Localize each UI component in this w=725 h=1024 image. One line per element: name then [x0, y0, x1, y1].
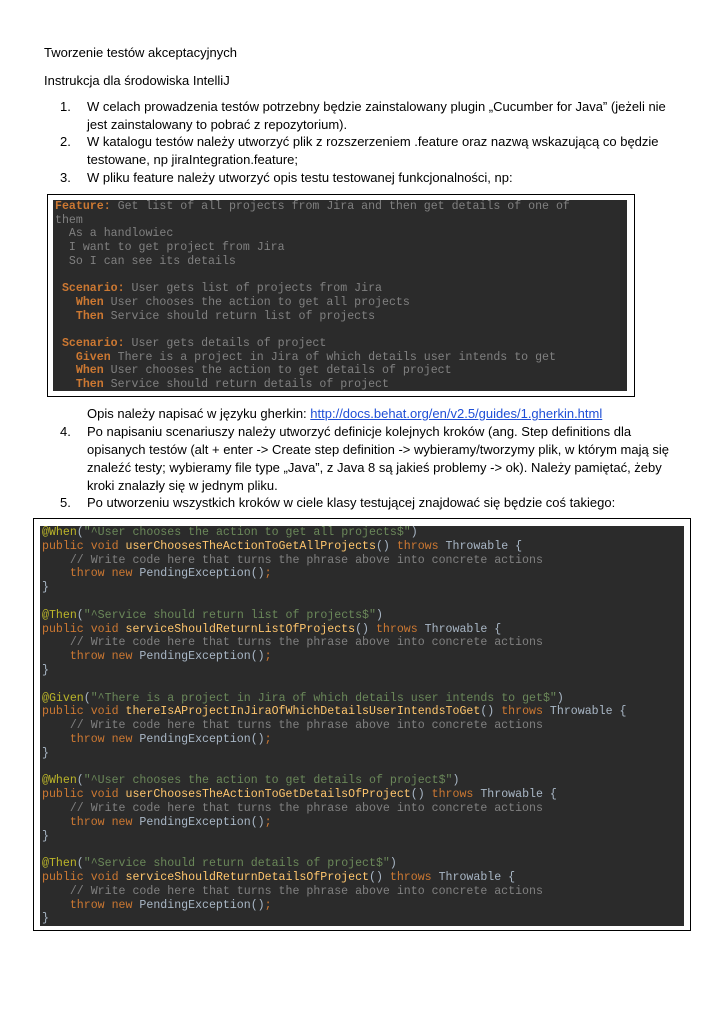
- list-item-number: 3.: [60, 170, 71, 185]
- code-token: ): [375, 608, 383, 622]
- list-item-number: 5.: [60, 495, 71, 510]
- code-token: ;: [264, 650, 272, 664]
- code-line: [40, 581, 684, 595]
- code-token: (: [76, 526, 84, 539]
- gherkin-note-text: Opis należy napisać w języku gherkin:: [87, 406, 311, 421]
- code-line: [40, 816, 684, 830]
- code-token: "^There is a project in Jira of which details user intends to get$": [90, 691, 557, 705]
- java-code-frame: [33, 518, 691, 931]
- code-token: throws: [389, 870, 439, 884]
- code-token: ;: [264, 815, 272, 829]
- java-code-block: [40, 526, 684, 926]
- code-token: (): [480, 705, 502, 719]
- code-token: User chooses the action to get details of project: [103, 364, 452, 378]
- code-line: [53, 323, 627, 337]
- code-line: [40, 774, 684, 788]
- code-line: [40, 678, 684, 692]
- code-token: Then: [55, 377, 104, 391]
- code-line: [40, 636, 684, 650]
- code-line: [53, 241, 627, 255]
- list-item-text: Po napisaniu scenariuszy należy utworzyć definicje kolejnych kroków (ang. Step definitions dla opisanych testów (alt + enter -> Create step definition -> wybieramy/tworzymy plik, w którym mają się znaleźć testy; wybieramy file type „Java”, z Java 8 są jakieś problemy -> ok). Należy pamiętać, żeby kroki znalazły się w jednym pliku.: [87, 424, 669, 493]
- code-line: [40, 567, 684, 581]
- code-token: When: [55, 295, 104, 309]
- code-token: @When: [42, 774, 77, 788]
- gherkin-guide-link[interactable]: http://docs.behat.org/en/v2.5/guides/1.gherkin.html: [310, 406, 603, 421]
- code-line: [53, 378, 627, 391]
- code-token: There is a project in Jira of which details user intends to get: [110, 350, 556, 364]
- code-token: (): [369, 870, 390, 884]
- code-token: @Then: [42, 857, 77, 871]
- code-line: [53, 296, 627, 310]
- code-token: User chooses the action to get all projects: [103, 295, 410, 309]
- document-subtitle: Instrukcja dla środowiska IntelliJ: [44, 73, 230, 88]
- code-token: ): [410, 526, 418, 539]
- list-item-text: W celach prowadzenia testów potrzebny będzie zainstalowany plugin „Cucumber for Java” (jeżeli nie jest zainstalowany to pobrać z repozytorium).: [87, 99, 666, 132]
- code-token: them: [55, 213, 83, 227]
- code-token: "^User chooses the action to get details of project$": [83, 774, 453, 788]
- code-line: [40, 761, 684, 775]
- code-line: [40, 885, 684, 899]
- code-token: "^Service should return list of projects$": [83, 608, 376, 622]
- code-line: [53, 214, 627, 228]
- code-line: [40, 871, 684, 885]
- code-line: [40, 554, 684, 568]
- code-token: As a handlowiec: [55, 227, 174, 241]
- list-item-text: W katalogu testów należy utworzyć plik z rozszerzeniem .feature oraz nazwą wskazującą co będzie testowane, np jiraIntegration.feature;: [87, 134, 659, 167]
- feature-code-block: [53, 200, 627, 391]
- code-token: (: [76, 857, 84, 871]
- code-token: ;: [264, 898, 272, 912]
- code-token: @When: [42, 526, 77, 539]
- code-token: public void: [42, 705, 126, 719]
- list-item-number: 2.: [60, 134, 71, 149]
- code-token: Feature:: [55, 200, 111, 213]
- code-token: userChoosesTheActionToGetDetailsOfProject: [125, 788, 411, 802]
- code-token: }: [42, 746, 49, 760]
- code-line: [53, 268, 627, 282]
- list-item-text: W pliku feature należy utworzyć opis testu testowanej funkcjonalności, np:: [87, 170, 513, 185]
- code-line: [53, 351, 627, 365]
- code-line: [53, 227, 627, 241]
- code-token: throws: [501, 705, 550, 719]
- code-token: "^Service should return details of project$": [83, 857, 390, 871]
- code-line: [40, 857, 684, 871]
- code-line: [40, 595, 684, 609]
- code-token: Throwable {: [480, 788, 557, 802]
- code-token: PendingException(): [139, 815, 265, 829]
- code-token: @Given: [42, 691, 84, 705]
- code-line: [40, 692, 684, 706]
- code-line: [40, 623, 684, 637]
- code-token: }: [42, 829, 49, 843]
- code-line: [40, 788, 684, 802]
- code-line: [40, 664, 684, 678]
- code-line: [40, 733, 684, 747]
- code-token: userChoosesTheActionToGetAllProjects: [125, 539, 376, 553]
- code-token: }: [42, 581, 49, 595]
- code-token: (: [76, 608, 84, 622]
- code-token: throw new: [42, 732, 140, 746]
- code-token: Throwable {: [445, 539, 523, 553]
- code-token: throws: [431, 788, 481, 802]
- code-line: [40, 609, 684, 623]
- code-token: When: [55, 364, 104, 378]
- code-token: (: [83, 691, 91, 705]
- code-token: throw new: [42, 898, 140, 912]
- code-token: Scenario:: [55, 336, 125, 350]
- code-token: public void: [42, 870, 126, 884]
- code-token: Throwable {: [438, 870, 516, 884]
- code-line: [40, 526, 684, 540]
- code-line: [40, 540, 684, 554]
- code-line: [53, 282, 627, 296]
- code-line: [40, 705, 684, 719]
- code-line: [40, 650, 684, 664]
- code-token: // Write code here that turns the phrase above into concrete actions: [42, 801, 543, 815]
- list-item-text: Po utworzeniu wszystkich kroków w ciele klasy testującej znajdować się będzie coś takiego:: [87, 495, 616, 510]
- code-token: PendingException(): [139, 732, 265, 746]
- feature-code-frame: [47, 194, 635, 397]
- code-line: [53, 337, 627, 351]
- document-title: Tworzenie testów akceptacyjnych: [44, 45, 237, 60]
- code-line: [40, 802, 684, 816]
- code-token: }: [42, 912, 49, 926]
- code-token: }: [42, 663, 49, 677]
- code-line: [40, 912, 684, 926]
- code-token: Scenario:: [55, 282, 125, 296]
- code-line: [40, 843, 684, 857]
- code-token: Throwable {: [424, 622, 502, 636]
- code-token: Service should return details of project: [103, 377, 389, 391]
- code-token: throws: [375, 622, 425, 636]
- code-token: I want to get project from Jira: [55, 241, 285, 255]
- code-token: Get list of all projects from Jira and then get details of one of: [110, 200, 570, 213]
- code-line: [40, 719, 684, 733]
- code-token: serviceShouldReturnListOfProjects: [125, 622, 356, 636]
- code-token: public void: [42, 788, 126, 802]
- code-token: PendingException(): [139, 650, 265, 664]
- code-token: public void: [42, 539, 126, 553]
- code-token: ;: [264, 567, 272, 581]
- code-token: User gets details of project: [124, 336, 327, 350]
- code-token: So I can see its details: [55, 254, 236, 268]
- code-token: ): [389, 857, 397, 871]
- code-line: [53, 200, 627, 214]
- code-token: (): [375, 539, 397, 553]
- code-token: throws: [396, 539, 446, 553]
- code-line: [53, 364, 627, 378]
- code-token: (): [355, 622, 376, 636]
- code-token: Given: [55, 350, 111, 364]
- code-token: // Write code here that turns the phrase above into concrete actions: [42, 884, 543, 898]
- code-token: (: [76, 774, 84, 788]
- code-token: serviceShouldReturnDetailsOfProject: [125, 870, 370, 884]
- code-line: [53, 255, 627, 269]
- code-token: throw new: [42, 567, 140, 581]
- code-token: // Write code here that turns the phrase above into concrete actions: [42, 636, 543, 650]
- code-token: (): [410, 788, 432, 802]
- code-token: ): [556, 691, 564, 705]
- code-token: thereIsAProjectInJiraOfWhichDetailsUserIntendsToGet: [125, 705, 481, 719]
- code-token: ;: [264, 732, 272, 746]
- code-token: ): [452, 774, 460, 788]
- code-token: @Then: [42, 608, 77, 622]
- code-token: Throwable {: [549, 705, 627, 719]
- code-token: public void: [42, 622, 126, 636]
- list-item-number: 4.: [60, 424, 71, 439]
- code-token: throw new: [42, 815, 140, 829]
- code-token: // Write code here that turns the phrase above into concrete actions: [42, 719, 543, 733]
- code-line: [40, 899, 684, 913]
- code-token: throw new: [42, 650, 140, 664]
- code-line: [40, 747, 684, 761]
- list-item-number: 1.: [60, 99, 71, 114]
- code-line: [40, 830, 684, 844]
- code-token: PendingException(): [139, 898, 265, 912]
- code-token: User gets list of projects from Jira: [124, 282, 383, 296]
- code-token: "^User chooses the action to get all projects$": [83, 526, 411, 539]
- gherkin-note: [87, 405, 602, 423]
- code-token: Then: [55, 309, 104, 323]
- code-token: // Write code here that turns the phrase above into concrete actions: [42, 553, 543, 567]
- code-line: [53, 310, 627, 324]
- code-token: Service should return list of projects: [103, 309, 376, 323]
- code-token: PendingException(): [139, 567, 265, 581]
